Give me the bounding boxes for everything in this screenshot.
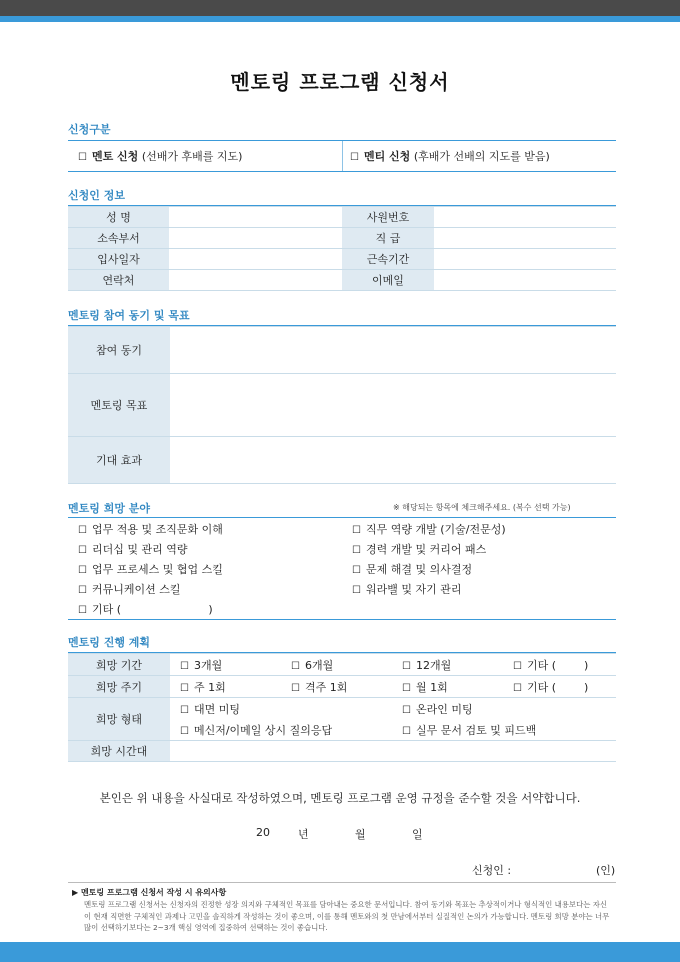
email-label: 이메일 [342,270,434,291]
mentee-label: 멘티 신청 [363,150,411,163]
contact-label: 연락처 [68,270,169,291]
checkbox-icon[interactable]: ☐ [513,661,522,672]
checkbox-icon[interactable]: ☐ [180,705,189,716]
section-areas-title: 멘토링 희망 분야 [68,502,151,515]
period-label: 희망 기간 [68,654,170,676]
date-month: 월 [355,828,366,841]
section-applicant-title: 신청인 정보 [68,189,125,202]
area-label: 직무 역량 개발 (기술/전문성) [365,523,506,536]
checkbox-icon[interactable]: ☐ [180,683,189,694]
checkbox-icon[interactable]: ☐ [180,661,189,672]
checkbox-icon[interactable]: ☐ [350,152,359,163]
rank-input[interactable] [434,228,616,249]
checkbox-icon[interactable]: ☐ [78,585,87,596]
goal-label: 멘토링 목표 [68,374,170,437]
seal-mark: (인) [596,864,616,877]
emp-no-input[interactable] [434,207,616,228]
tenure-input[interactable] [434,249,616,270]
time-label: 희망 시간대 [68,741,170,762]
date-year-prefix: 20 [256,826,270,839]
format-options [170,698,616,741]
page-title: 멘토링 프로그램 신청서 [230,70,450,94]
checkbox-icon[interactable]: ☐ [402,661,411,672]
date-year: 년 [298,828,309,841]
notes-body: 멘토링 프로그램 신청서는 신청자의 진정한 성장 의지와 구체적인 목표를 담아내는 중요한 문서입니다. 참여 동기와 목표는 추상적이거나 형식적인 내용보다는 자신이 현재 직면한 구체적인 과제나 고민을 솔직하게 작성하는 것이 좋으며, 이를 통해 멘토와의 첫 만남에서부터 실질적인 논의가 가능합니다. 멘토링 희망 분야는 너무 많이 선택하기보다는 2~3개 핵심 영역에 집중하여 선택하는 것이 좋습니다. [84,900,610,932]
checkbox-icon[interactable]: ☐ [352,545,361,556]
checkbox-icon[interactable]: ☐ [402,705,411,716]
section-category-title: 신청구분 [68,123,111,136]
area-option[interactable] [352,561,472,577]
applicant-label: 신청인 : [472,864,512,877]
date-day: 일 [412,828,423,841]
top-bar [0,0,680,16]
format-label: 희망 형태 [68,698,170,741]
effect-label: 기대 효과 [68,437,170,484]
cycle-options [170,676,616,698]
email-input[interactable] [434,270,616,291]
area-label: 커뮤니케이션 스킬 [91,583,181,596]
mentor-desc: (선배가 후배를 지도) [141,150,243,163]
divider [68,171,616,172]
areas-note: ※ 해당되는 항목에 체크해주세요. (복수 선택 가능) [393,503,571,512]
join-date-input[interactable] [169,249,342,270]
divider [68,882,616,883]
checkbox-icon[interactable]: ☐ [402,683,411,694]
pledge-text: 본인은 위 내용을 사실대로 작성하였으며, 멘토링 프로그램 운영 규정을 준수할 것을 서약합니다. [99,791,581,805]
format-option[interactable]: ☐ 온라인 미팅 [402,703,473,716]
area-label: 업무 적용 및 조직문화 이해 [91,523,223,536]
effect-input[interactable] [170,437,616,484]
area-option[interactable] [78,561,223,577]
plan-table [68,653,616,762]
checkbox-icon[interactable]: ☐ [78,605,87,616]
format-option[interactable]: ☐ 메신저/이메일 상시 질의응답 [180,724,333,737]
motive-input[interactable] [170,327,616,374]
format-option[interactable]: ☐ 대면 미팅 [180,703,240,716]
divider [68,517,616,518]
area-option[interactable] [78,541,187,557]
emp-no-label: 사원번호 [342,207,434,228]
motive-label: 참여 동기 [68,327,170,374]
section-motivation-title: 멘토링 참여 동기 및 목표 [68,309,190,322]
area-label: 경력 개발 및 커리어 패스 [365,543,487,556]
join-date-label: 입사일자 [68,249,169,270]
checkbox-icon[interactable]: ☐ [78,525,87,536]
cycle-label: 희망 주기 [68,676,170,698]
applicant-info-table [68,206,616,291]
area-label: 워라밸 및 자기 관리 [365,583,462,596]
period-options [170,654,616,676]
tenure-label: 근속기간 [342,249,434,270]
checkbox-icon[interactable]: ☐ [78,565,87,576]
checkbox-icon[interactable]: ☐ [352,525,361,536]
area-label: 업무 프로세스 및 협업 스킬 [91,563,223,576]
area-option-other[interactable] [78,601,213,617]
mentee-option[interactable] [350,148,550,164]
area-option[interactable] [352,541,486,557]
checkbox-icon[interactable]: ☐ [352,585,361,596]
period-option-other[interactable]: ☐ 기타 ( ) [513,659,589,672]
notes-title: ▶ 멘토링 프로그램 신청서 작성 시 유의사항 [72,888,227,897]
checkbox-icon[interactable]: ☐ [78,545,87,556]
mentor-label: 멘토 신청 [91,150,139,163]
cycle-option[interactable]: ☐ 주 1회 [180,681,226,694]
area-label: 기타 ( ) [91,603,213,616]
checkbox-icon[interactable]: ☐ [352,565,361,576]
mentor-option[interactable] [78,148,242,164]
area-label: 문제 해결 및 의사결정 [365,563,473,576]
checkbox-icon[interactable]: ☐ [291,683,300,694]
motivation-table [68,326,616,484]
cycle-option[interactable]: ☐ 격주 1회 [291,681,348,694]
name-label: 성 명 [68,207,169,228]
area-option[interactable] [352,581,461,597]
section-plan-title: 멘토링 진행 계획 [68,636,151,649]
rank-label: 직 급 [342,228,434,249]
period-option[interactable]: ☐ 6개월 [291,659,334,672]
format-option[interactable]: ☐ 실무 문서 검토 및 피드백 [402,724,537,737]
area-option[interactable] [78,581,180,597]
goal-input[interactable] [170,374,616,437]
area-option[interactable] [352,521,506,537]
divider [342,141,343,171]
dept-label: 소속부서 [68,228,169,249]
period-option[interactable]: ☐ 3개월 [180,659,223,672]
bottom-bar [0,942,680,962]
checkbox-icon[interactable]: ☐ [402,726,411,737]
time-input[interactable] [170,741,616,762]
dept-input[interactable] [169,228,342,249]
cycle-option-other[interactable]: ☐ 기타 ( ) [513,681,589,694]
checkbox-icon[interactable]: ☐ [513,683,522,694]
cycle-option[interactable]: ☐ 월 1회 [402,681,448,694]
checkbox-icon[interactable]: ☐ [180,726,189,737]
divider [68,619,616,620]
area-label: 리더십 및 관리 역량 [91,543,188,556]
name-input[interactable] [169,207,342,228]
contact-input[interactable] [169,270,342,291]
area-option[interactable] [78,521,223,537]
period-option[interactable]: ☐ 12개월 [402,659,452,672]
mentee-desc: (후배가 선배의 지도를 받음) [413,150,550,163]
checkbox-icon[interactable]: ☐ [291,661,300,672]
top-accent-bar [0,16,680,22]
checkbox-icon[interactable]: ☐ [78,152,87,163]
